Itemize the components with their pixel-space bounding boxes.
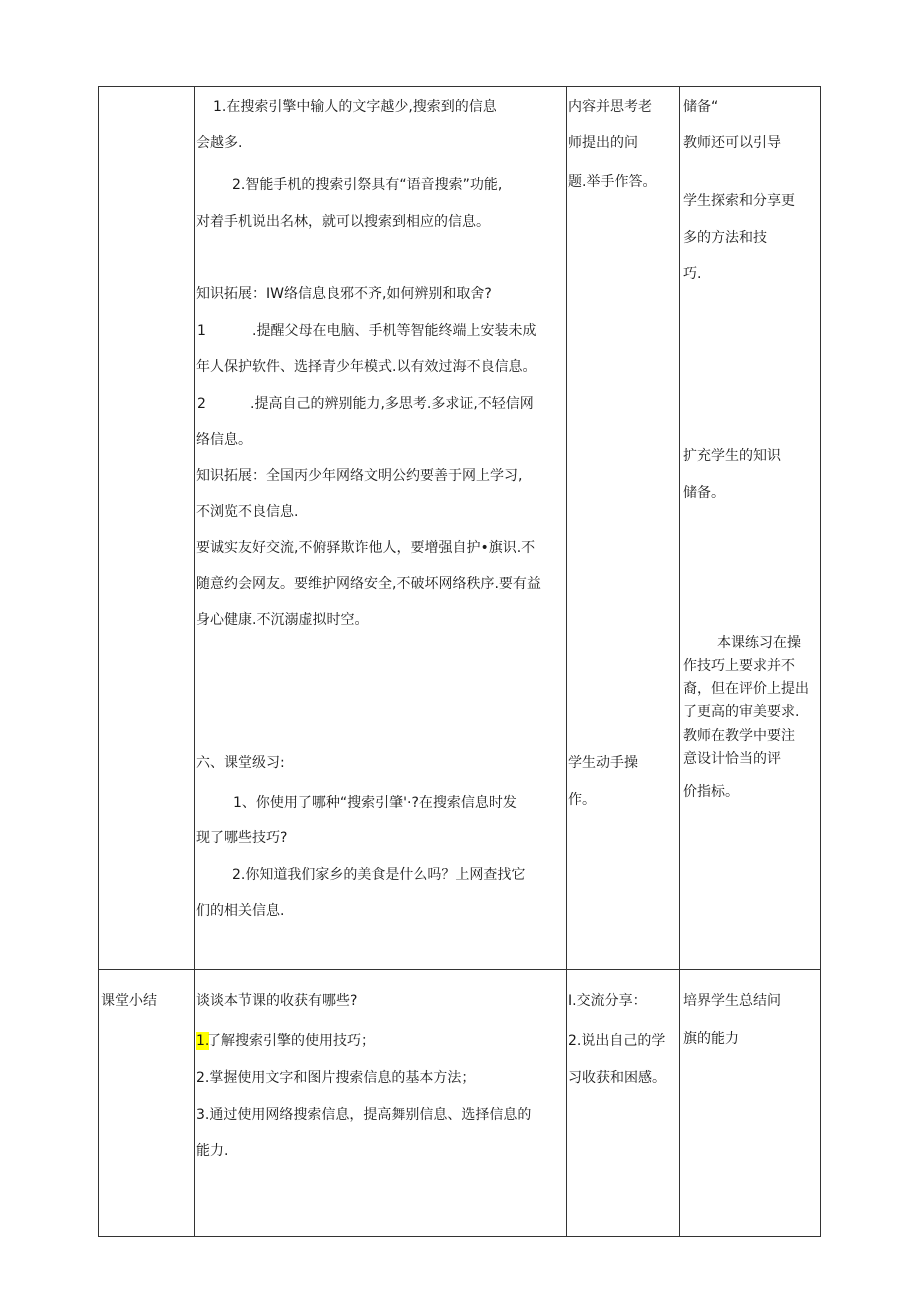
practice-question-2-line-2: 们的相关信息. — [196, 903, 285, 919]
table-right-border — [820, 86, 821, 1237]
row2-student-line-2: 2.说出自己的学 — [568, 1033, 666, 1049]
tip-1-line-1: 1.在搜索引擎中输人的文字越少,搜索到的信息 — [213, 99, 497, 115]
intent-a-line-1: 储备“ — [683, 99, 719, 115]
student-activity-a-line-1: 内容并思考老 — [568, 99, 652, 115]
intent-d-line-6: 意设计恰当的评 — [683, 751, 781, 767]
student-activity-a-line-2: 师提出的问 — [568, 135, 638, 151]
practice-question-1-line-1: 1、你使用了哪种“搜索引肇'·?在搜索信息时发 — [233, 795, 517, 811]
intent-d-line-1: 本课练习在操 — [717, 635, 801, 651]
extension-1-item-2-line-1: .提高自己的辨别能力,多思考.多求证,不轻信网 — [250, 396, 534, 412]
intent-d-line-4: 了更高的审美要求. — [683, 704, 800, 720]
intent-d-line-5: 教师在教学中要注 — [683, 728, 795, 744]
student-activity-b-line-2: 作。 — [568, 792, 596, 808]
intent-b-line-1: 学生探索和分享更 — [683, 193, 795, 209]
row-divider — [98, 969, 821, 970]
row2-intent-line-1: 培界学生总结问 — [683, 993, 781, 1009]
knowledge-extension-2-line-3: 要诚实友好交流,不俯驿欺诈他人，要增强自护•旗识.不 — [196, 540, 536, 556]
knowledge-extension-2-line-4: 随意约会网友。要维护网络安全,不破坏网络秩序.要有益 — [196, 576, 541, 592]
intent-b-line-2: 多的方法和技 — [683, 230, 767, 246]
tip-2-line-2: 对着手机说出名林，就可以搜索到相应的信息。 — [196, 214, 490, 230]
row2-student-line-3: 习收获和困感。 — [568, 1070, 666, 1086]
class-practice-title: 六、课堂级习: — [196, 755, 285, 771]
extension-1-item-1-line-2: 年人保护软件、选择青少年模式.以有效过海不良信息。 — [196, 359, 537, 375]
tip-2-line-1: 2.智能手机的搜索引祭具有“语音搜索”功能, — [232, 177, 503, 193]
knowledge-extension-2-line-5: 身心健康.不沉溺虚拟时空。 — [196, 612, 369, 628]
intent-d-line-2: 作技巧上要求并不 — [683, 658, 795, 674]
summary-item-1-text: 了解搜索引擎的使用技巧； — [207, 1033, 375, 1049]
knowledge-extension-2-line-1: 知识拓展：全国丙少年网络文明公约要善于网上学习, — [196, 468, 523, 484]
summary-item-3-line-1: 3.通过使用网络搜索信息，提高舞别信息、选择信息的 — [196, 1107, 532, 1123]
intent-a-line-2: 教师还可以引导 — [683, 135, 781, 151]
knowledge-extension-2-line-2: 不浏览不良信息. — [196, 504, 299, 520]
practice-question-1-line-2: 现了哪些技巧? — [196, 830, 288, 846]
extension-1-item-2-number: 2 — [197, 396, 206, 412]
summary-item-2: 2.掌握使用文字和图片搜索信息的基本方法； — [196, 1070, 476, 1086]
row2-intent-line-2: 旗的能力 — [683, 1031, 739, 1047]
extension-1-item-1-number: 1 — [197, 323, 206, 339]
table-top-border — [98, 86, 821, 87]
intent-d-line-7: 价指标。 — [683, 784, 739, 800]
intent-d-line-3: 裔，但在评价上提出 — [683, 681, 809, 697]
practice-question-2-line-1: 2.你知道我们家乡的美食是什么吗？上网查找它 — [232, 867, 526, 883]
knowledge-extension-1-title: 知识拓展：IW络信息良邪不齐,如何辨别和取舍? — [196, 286, 492, 302]
column-divider-1 — [194, 86, 195, 1237]
column-divider-3 — [679, 86, 680, 1237]
stage-label-class-summary: 课堂小结 — [101, 993, 157, 1009]
summary-item-1-number: 1. — [196, 1033, 210, 1049]
table-left-border — [98, 86, 99, 1237]
row2-student-line-1: I.交流分享： — [568, 993, 647, 1009]
column-divider-2 — [566, 86, 567, 1237]
student-activity-b-line-1: 学生动手操 — [568, 755, 638, 771]
student-activity-a-line-3: 题.举手作答。 — [568, 174, 657, 190]
extension-1-item-2-line-2: 络信息。 — [196, 432, 252, 448]
intent-c-line-2: 储备。 — [683, 485, 725, 501]
tip-1-line-2: 会越多. — [196, 135, 243, 151]
intent-b-line-3: 巧. — [683, 266, 702, 282]
summary-item-3-line-2: 能力. — [196, 1143, 229, 1159]
extension-1-item-1-line-1: .提醒父母在电脑、手机等智能终端上安装未成 — [252, 323, 537, 339]
intent-c-line-1: 扩充学生的知识 — [683, 448, 781, 464]
table-bottom-border — [98, 1236, 821, 1237]
summary-question: 谈谈本节课的收获有哪些? — [196, 993, 358, 1009]
